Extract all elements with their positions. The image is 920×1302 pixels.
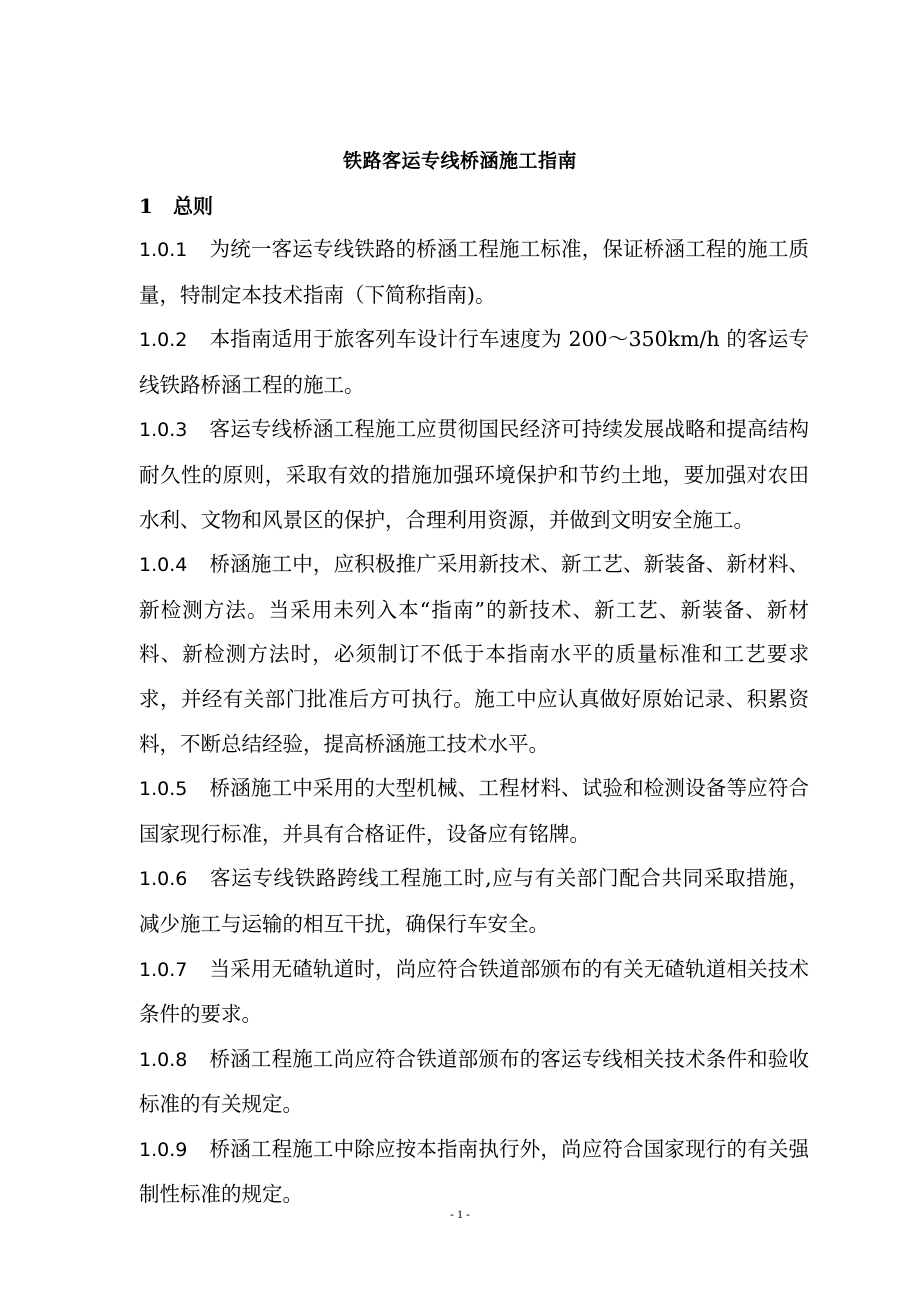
clause-number: 1.0.7 bbox=[139, 958, 188, 981]
page-number: - 1 - bbox=[450, 1207, 470, 1221]
document-title: 铁路客运专线桥涵施工指南 bbox=[342, 150, 577, 172]
clause-text: 客运专线铁路跨线工程施工时,应与有关部门配合共同采取措施，减少施工与运输的相互干扰，确保行车安全。 bbox=[139, 866, 809, 936]
clause-number: 1.0.8 bbox=[139, 1048, 188, 1071]
clause-number: 1.0.2 bbox=[139, 329, 188, 352]
clause-text: 桥涵工程施工尚应符合铁道部颁布的客运专线相关技术条件和验收标准的有关规定。 bbox=[139, 1046, 809, 1117]
clause-text: 桥涵工程施工中除应按本指南执行外，尚应符合国家现行的有关强制性标准的规定。 bbox=[139, 1136, 809, 1207]
clause-1-0-1 bbox=[139, 227, 809, 317]
clause-number: 1.0.1 bbox=[139, 239, 188, 261]
chapter-heading bbox=[139, 190, 213, 219]
clause-number: 1.0.5 bbox=[139, 778, 188, 801]
clause-1-0-4 bbox=[139, 542, 809, 766]
clause-number: 1.0.4 bbox=[139, 554, 188, 577]
clause-text: 本指南适用于旅客列车设计行车速度为 200～350km/h 的客运专线铁路桥涵工程的施工。 bbox=[139, 327, 809, 397]
clause-number: 1.0.9 bbox=[139, 1138, 188, 1161]
clause-1-0-8 bbox=[139, 1037, 809, 1127]
clause-1-0-3 bbox=[139, 407, 809, 542]
clause-1-0-9 bbox=[139, 1127, 809, 1217]
clause-1-0-6 bbox=[139, 856, 809, 946]
clause-number: 1.0.3 bbox=[139, 419, 188, 442]
chapter-number: 1 bbox=[139, 194, 153, 218]
clause-1-0-2 bbox=[139, 317, 809, 407]
clause-text: 桥涵施工中，应积极推广采用新技术、新工艺、新装备、新材料、新检测方法。当采用未列入本“指南”的新技术、新工艺、新装备、新材料、新检测方法时，必须制订不低于本指南水平的质量标准和工艺要求求，并经有关部门批准后方可执行。施工中应认真做好原始记录、积累资料，不断总结经验，提高桥涵施工技术水平。 bbox=[139, 552, 809, 756]
clause-number: 1.0.6 bbox=[139, 868, 188, 891]
clause-text: 当采用无碴轨道时，尚应符合铁道部颁布的有关无碴轨道相关技术条件的要求。 bbox=[139, 956, 809, 1027]
clause-text: 桥涵施工中采用的大型机械、工程材料、试验和检测设备等应符合国家现行标准，并具有合格证件，设备应有铭牌。 bbox=[139, 776, 809, 846]
clause-1-0-5 bbox=[139, 766, 809, 856]
document-body bbox=[139, 227, 809, 1217]
clause-1-0-7 bbox=[139, 947, 809, 1037]
clause-text: 为统一客运专线铁路的桥涵工程施工标准，保证桥涵工程的施工质量，特制定本技术指南（下简称指南)。 bbox=[139, 237, 809, 307]
chapter-title: 总则 bbox=[173, 194, 213, 218]
clause-text: 客运专线桥涵工程施工应贯彻国民经济可持续发展战略和提高结构耐久性的原则，采取有效的措施加强环境保护和节约土地，要加强对农田水利、文物和风景区的保护，合理利用资源，并做到文明安全施工。 bbox=[139, 417, 809, 532]
